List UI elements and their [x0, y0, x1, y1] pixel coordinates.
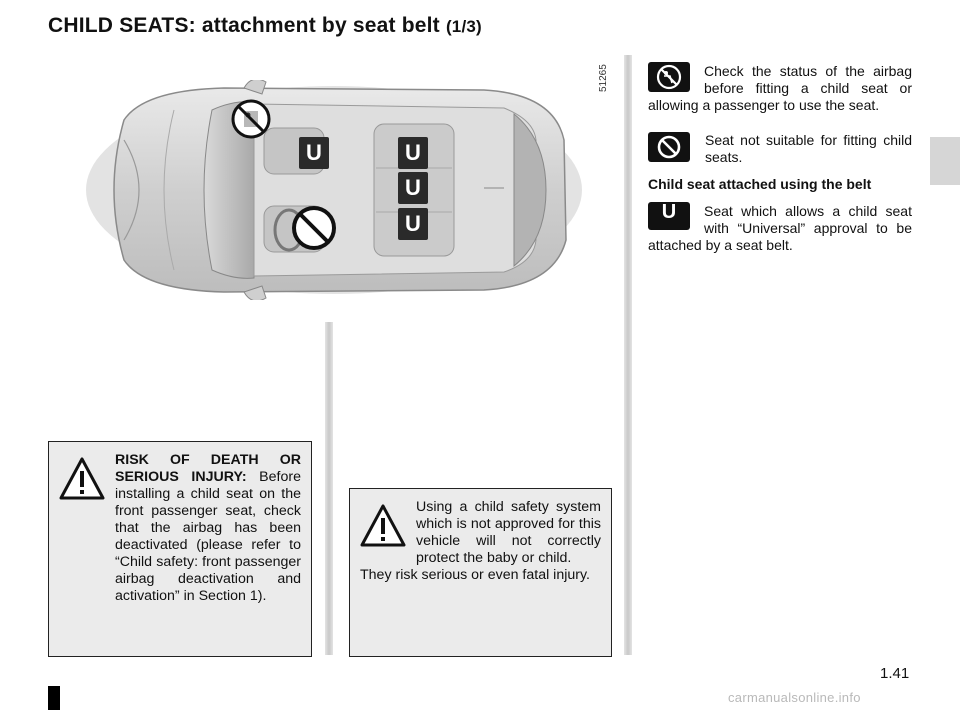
watermark: carmanualsonline.info	[728, 690, 861, 705]
no-entry-icon	[648, 132, 690, 162]
column-divider	[624, 55, 632, 655]
not-suitable-text: Seat not suitable for fitting child seats.	[705, 132, 912, 165]
legend-not-suitable	[648, 132, 912, 166]
airbag-off-icon	[231, 99, 271, 139]
u-symbol-icon: U	[648, 202, 690, 230]
belt-heading: Child seat attached using the belt	[648, 176, 872, 192]
title-main: CHILD SEATS: attachment by seat belt	[48, 14, 440, 37]
page-title	[48, 14, 482, 38]
legend-airbag	[648, 63, 912, 114]
warning-triangle-icon	[360, 503, 406, 549]
warning-box-death-risk	[48, 441, 312, 657]
section-tab	[930, 137, 960, 185]
warning-box-approved-system	[349, 488, 612, 657]
title-part: (1/3)	[445, 17, 482, 36]
u-badge-rear-center: U	[398, 172, 428, 204]
illustration-ref: 51265	[598, 64, 609, 92]
u-badge-rear-left: U	[398, 137, 428, 169]
airbag-off-icon	[648, 62, 690, 92]
warning-approved-last: They risk serious or even fatal injury.	[360, 567, 590, 583]
warning-triangle-icon	[59, 456, 105, 502]
universal-text: Seat which allows a child seat with “Universal” approval to be attached by a seat belt.	[648, 203, 912, 253]
legend-universal	[648, 203, 912, 254]
warning-approved-text: Using a child safety system which is not approved for this vehicle will not correctly protect the baby or child.	[416, 499, 601, 566]
page-number: 1.41	[880, 665, 910, 682]
warning-death-text: RISK OF DEATH OR SERIOUS INJURY: Before installing a child seat on the front passenger seat, check that the airbag has been deactivated (please refer to “Child safety: front passenger airbag deactivation and activation” in Section 1).	[115, 452, 301, 604]
warning-death-bold: RISK OF DEATH OR SERIOUS INJURY:	[115, 452, 301, 485]
u-badge-rear-right: U	[398, 208, 428, 240]
corner-mark	[48, 686, 60, 710]
left-divider	[325, 322, 333, 655]
car-top-view-illustration	[84, 80, 584, 300]
no-entry-icon	[291, 205, 337, 251]
u-badge-front: U	[299, 137, 329, 169]
airbag-text: Check the status of the airbag before fitting a child seat or allowing a passenger to use the seat.	[648, 63, 912, 113]
